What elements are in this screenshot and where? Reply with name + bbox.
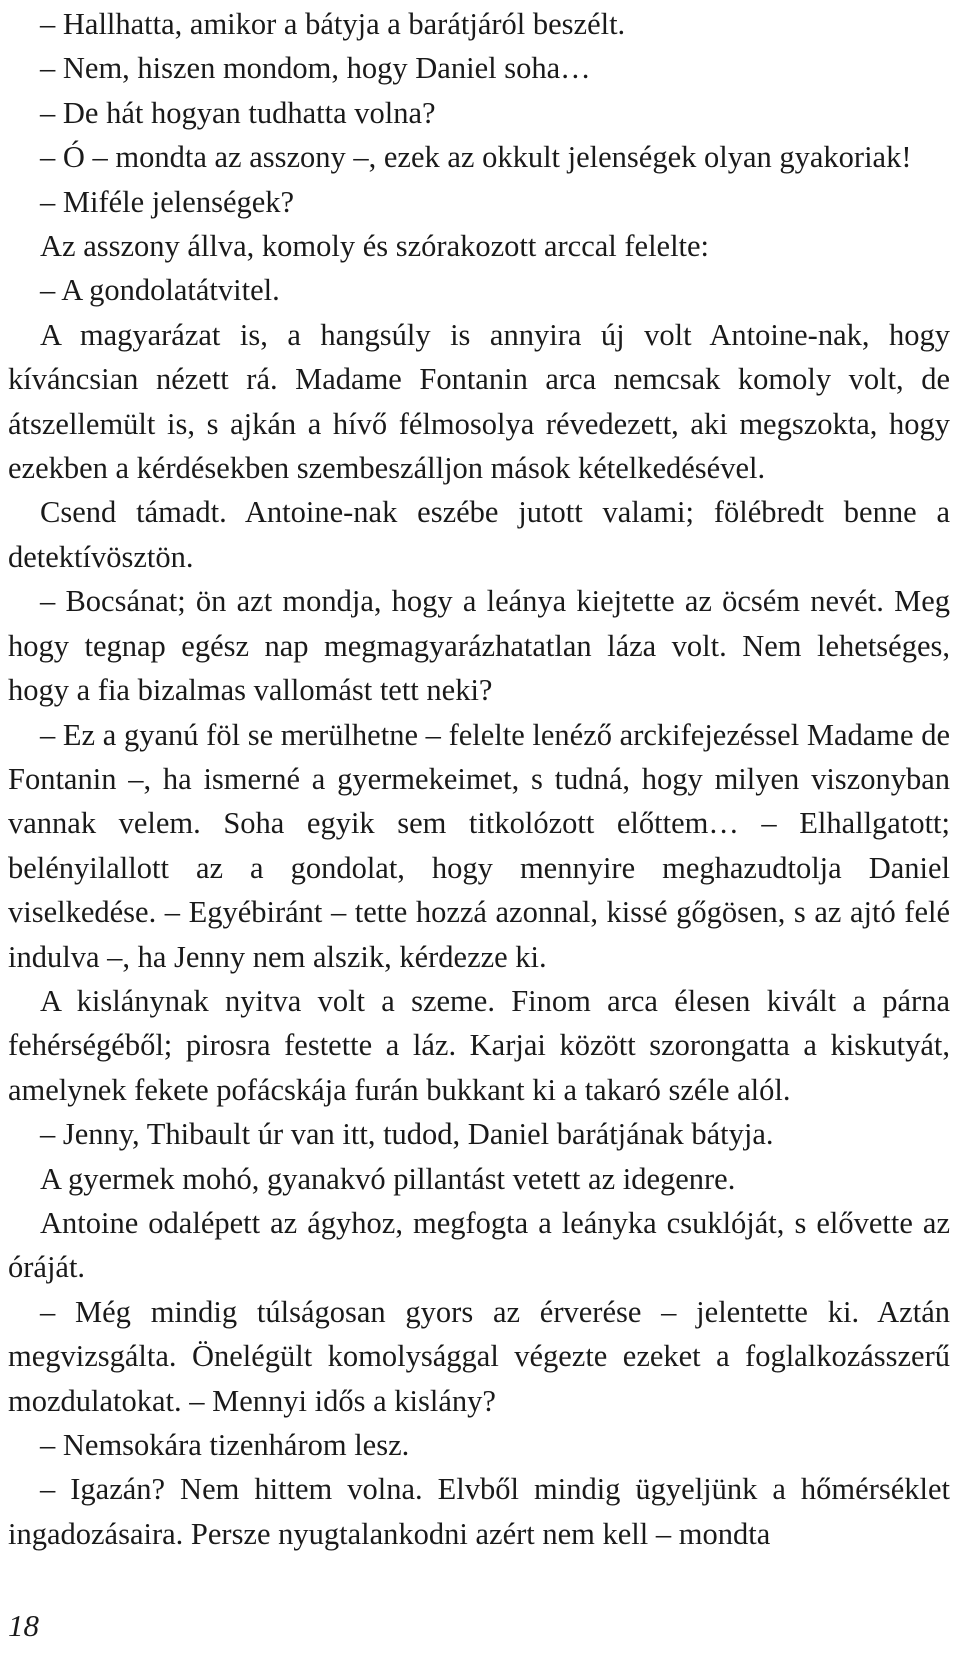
paragraph: – Még mindig túlságosan gyors az érverése – jelentette ki. Aztán megvizsgálta. Önelégült komolysággal végezte ezeket a foglalkozásszerű mozdulatokat. – Mennyi idős a kislány?: [8, 1294, 950, 1418]
paragraph: – Igazán? Nem hittem volna. Elvből mindig ügyeljünk a hőmérséklet ingadozásaira. Persze nyugtalankodni azért nem kell – mondta: [8, 1472, 950, 1551]
body-text: [8, 2, 950, 1556]
paragraph: – Bocsánat; ön azt mondja, hogy a leánya kiejtette az öcsém nevét. Meg hogy tegnap egész nap megmagyarázhatatlan láza volt. Nem lehetséges, hogy a fia bizalmas vallomást tett neki?: [8, 584, 950, 708]
paragraph: Csend támadt. Antoine-nak eszébe jutott valami; fölébredt benne a detektívösztön.: [8, 495, 950, 574]
paragraph: – Nem, hiszen mondom, hogy Daniel soha…: [40, 51, 591, 86]
paragraph: A kislánynak nyitva volt a szeme. Finom arca élesen kivált a párna fehérségéből; pirosra festette a láz. Karjai között szorongatta a kiskutyát, amelynek fekete pofácskája furán bukkant ki a takaró széle alól.: [8, 983, 950, 1107]
paragraph: – Nemsokára tizenhárom lesz.: [40, 1428, 410, 1462]
paragraph: – Ez a gyanú föl se merülhetne – felelte lenéző arckifejezéssel Madame de Fontanin –, ha ismerné a gyermekeimet, s tudná, hogy milyen viszonyban vannak velem. Soha egyik sem titkolózott előttem… – Elhallgatott; belényilallott az a gondolat, hogy mennyire meghazudtolja Daniel viselkedése. – Egyébiránt – tette hozzá azonnal, kissé gőgösen, s az ajtó felé indulva –, ha Jenny nem alszik, kérdezze ki.: [8, 717, 950, 974]
paragraph: Antoine odalépett az ágyhoz, megfogta a leányka csuklóját, s elővette az óráját.: [8, 1205, 950, 1285]
paragraph: – Jenny, Thibault úr van itt, tudod, Daniel barátjának bátyja.: [40, 1117, 774, 1152]
paragraph: – A gondolatátvitel.: [40, 273, 280, 308]
paragraph: – Miféle jelenségek?: [40, 184, 295, 219]
paragraph: – De hát hogyan tudhatta volna?: [40, 95, 436, 130]
page-number: 18: [8, 1608, 39, 1643]
paragraph: – Hallhatta, amikor a bátyja a barátjáról beszélt.: [40, 7, 626, 41]
paragraph: – Ó – mondta az asszony –, ezek az okkult jelenségek olyan gyakoriak!: [40, 140, 912, 175]
paragraph: Az asszony állva, komoly és szórakozott arccal felelte:: [40, 229, 710, 264]
paragraph: A magyarázat is, a hangsúly is annyira új volt Antoine-nak, hogy kíváncsian nézett rá. Madame Fontanin arca nemcsak komoly volt, de átszellemült is, s ajkán a hívő félmosolya révedezett, aki megszokta, hogy ezekben a kérdésekben szembeszálljon mások kételkedésével.: [8, 317, 950, 486]
paragraph: A gyermek mohó, gyanakvó pillantást vetett az idegenre.: [40, 1161, 736, 1196]
